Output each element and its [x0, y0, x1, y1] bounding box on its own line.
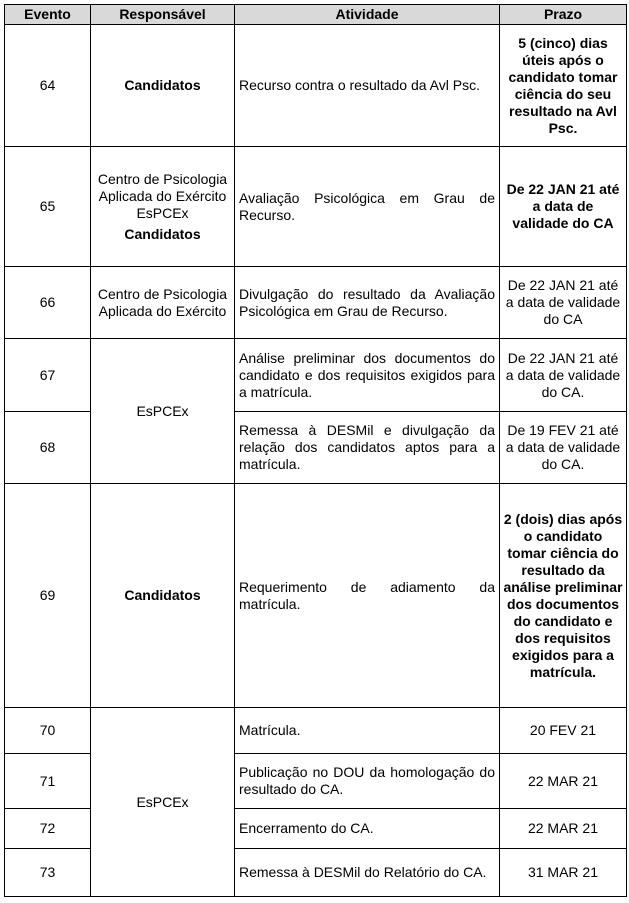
prazo-cell: 2 (dois) dias após o candidato tomar ciência do resultado da análise preliminar dos documentos do candidato e dos requisitos exigidos para a matrícula. — [500, 484, 627, 708]
atividade-cell: Avaliação Psicológica em Grau de Recurso. — [235, 147, 500, 267]
responsavel-cell: Candidatos — [91, 484, 235, 708]
atividade-cell: Encerramento do CA. — [235, 809, 500, 849]
header-row — [5, 5, 627, 25]
header-evento: Evento — [5, 5, 91, 25]
evento-cell: 67 — [5, 339, 91, 412]
atividade-cell: Publicação no DOU da homologação do resultado do CA. — [235, 754, 500, 809]
responsavel-cell: EsPCEx — [91, 339, 235, 484]
responsavel-org2: EsPCEx — [136, 204, 189, 221]
prazo-cell: De 19 FEV 21 até a data de validade do CA. — [500, 412, 627, 484]
responsavel-cell — [91, 147, 235, 267]
atividade-cell: Divulgação do resultado da Avaliação Psicológica em Grau de Recurso. — [235, 267, 500, 339]
schedule-table — [4, 4, 627, 897]
evento-cell: 65 — [5, 147, 91, 267]
atividade-cell: Requerimento de adiamento da matrícula. — [235, 484, 500, 708]
prazo-cell: De 22 JAN 21 até a data de validade do CA. — [500, 339, 627, 412]
header-responsavel: Responsável — [91, 5, 235, 25]
responsavel-cell: Centro de Psicologia Aplicada do Exército — [91, 267, 235, 339]
evento-cell: 73 — [5, 849, 91, 897]
prazo-cell: De 22 JAN 21 até a data de validade do CA — [500, 267, 627, 339]
prazo-cell: 22 MAR 21 — [500, 754, 627, 809]
atividade-cell: Matrícula. — [235, 708, 500, 754]
table-row — [5, 484, 627, 708]
header-prazo: Prazo — [500, 5, 627, 25]
table-row — [5, 147, 627, 267]
table-row — [5, 25, 627, 147]
responsavel-org: Centro de Psicologia Aplicada do Exército — [97, 170, 228, 204]
atividade-cell: Remessa à DESMil do Relatório do CA. — [235, 849, 500, 897]
responsavel-cell: Candidatos — [91, 25, 235, 147]
prazo-cell: 31 MAR 21 — [500, 849, 627, 897]
table-row — [5, 267, 627, 339]
responsavel-cell: EsPCEx — [91, 708, 235, 897]
header-atividade: Atividade — [235, 5, 500, 25]
evento-cell: 66 — [5, 267, 91, 339]
table-row — [5, 708, 627, 754]
evento-cell: 70 — [5, 708, 91, 754]
prazo-cell: 5 (cinco) dias úteis após o candidato tomar ciência do seu resultado na Avl Psc. — [500, 25, 627, 147]
evento-cell: 68 — [5, 412, 91, 484]
atividade-cell: Remessa à DESMil e divulgação da relação dos candidatos aptos para a matrícula. — [235, 412, 500, 484]
evento-cell: 69 — [5, 484, 91, 708]
evento-cell: 71 — [5, 754, 91, 809]
evento-cell: 72 — [5, 809, 91, 849]
atividade-cell: Recurso contra o resultado da Avl Psc. — [235, 25, 500, 147]
prazo-cell: De 22 JAN 21 até a data de validade do CA — [500, 147, 627, 267]
prazo-cell: 22 MAR 21 — [500, 809, 627, 849]
prazo-cell: 20 FEV 21 — [500, 708, 627, 754]
table-row — [5, 339, 627, 412]
atividade-cell: Análise preliminar dos documentos do candidato e dos requisitos exigidos para a matrícula. — [235, 339, 500, 412]
evento-cell: 64 — [5, 25, 91, 147]
responsavel-candidatos: Candidatos — [124, 225, 201, 242]
